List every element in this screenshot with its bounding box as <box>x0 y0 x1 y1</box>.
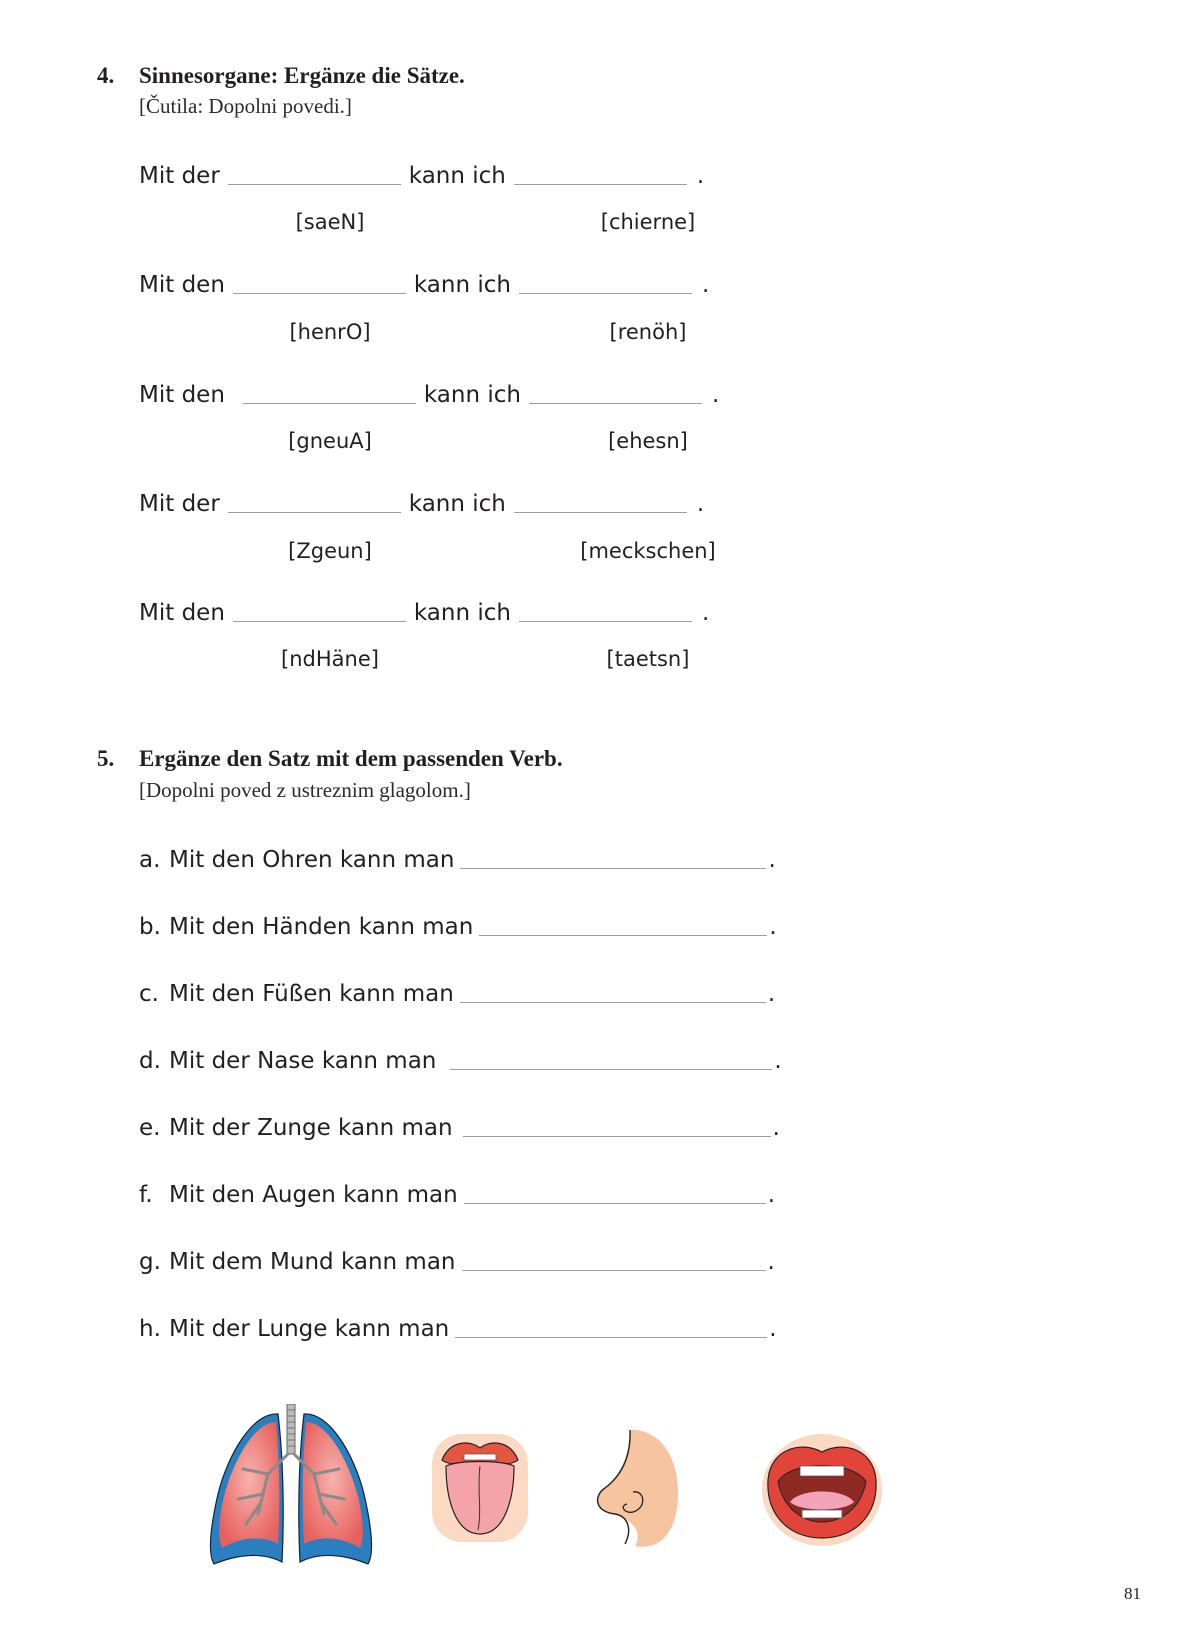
answer-blank[interactable] <box>460 867 766 869</box>
list-item <box>139 1249 775 1275</box>
answer-blank[interactable] <box>462 1269 766 1271</box>
hint-verb: [ehesn] <box>608 429 688 453</box>
lungs-icon <box>211 1404 372 1564</box>
sentence-middle: kann ich <box>408 163 506 189</box>
mouth-illustration <box>760 1430 885 1548</box>
sentence-middle: kann ich <box>423 382 521 408</box>
answer-blank[interactable] <box>450 1068 772 1070</box>
item-end: . <box>768 847 776 873</box>
exercise-4-title: Sinnesorgane: Ergänze die Sätze. <box>139 63 465 88</box>
hint-organ: [saeN] <box>295 210 365 234</box>
answer-blank-organ[interactable] <box>243 402 416 404</box>
list-item <box>139 914 777 940</box>
sentence-prefix: Mit den <box>139 600 225 626</box>
sentence-middle: kann ich <box>413 600 511 626</box>
sentence-prefix: Mit den <box>139 382 225 408</box>
nose-icon <box>598 1430 679 1547</box>
item-end: . <box>767 1182 776 1208</box>
nose-illustration <box>585 1428 685 1550</box>
list-item <box>139 1115 780 1141</box>
item-end: . <box>767 981 776 1007</box>
sentence-middle: kann ich <box>408 491 506 517</box>
sentence-row <box>139 382 719 408</box>
answer-blank[interactable] <box>464 1202 766 1204</box>
answer-blank-organ[interactable] <box>233 620 406 622</box>
item-letter: c. <box>139 981 159 1007</box>
item-end: . <box>769 1316 777 1342</box>
answer-blank[interactable] <box>455 1336 767 1338</box>
sentence-end: . <box>696 491 705 517</box>
answer-blank-verb[interactable] <box>519 292 692 294</box>
item-letter: d. <box>139 1048 161 1074</box>
sentence-prefix: Mit den <box>139 272 225 298</box>
sentence-end: . <box>696 163 705 189</box>
item-end: . <box>767 1249 775 1275</box>
answer-blank-organ[interactable] <box>228 511 401 513</box>
answer-blank-verb[interactable] <box>519 620 692 622</box>
answer-blank[interactable] <box>463 1135 771 1137</box>
hint-organ: [henrO] <box>289 320 371 344</box>
answer-blank-organ[interactable] <box>228 183 401 185</box>
sentence-row <box>139 600 709 626</box>
item-text: Mit den Füßen kann man <box>169 981 454 1007</box>
hint-organ: [Zgeun] <box>288 539 372 563</box>
item-text: Mit der Nase kann man <box>169 1048 437 1074</box>
mouth-icon <box>762 1434 882 1546</box>
item-text: Mit den Ohren kann man <box>169 847 455 873</box>
exercise-5-subtitle: [Dopolni poved z ustreznim glagolom.] <box>139 778 471 802</box>
item-text: Mit den Augen kann man <box>169 1182 458 1208</box>
list-item <box>139 981 775 1007</box>
sentence-prefix: Mit der <box>139 163 220 189</box>
hint-verb: [taetsn] <box>606 647 690 671</box>
answer-blank[interactable] <box>479 934 767 936</box>
item-end: . <box>774 1048 782 1074</box>
sentence-row <box>139 272 709 298</box>
item-letter: g. <box>139 1249 161 1275</box>
sentence-row <box>139 163 704 189</box>
page-number: 81 <box>1124 1584 1141 1603</box>
exercise-4-number: 4. <box>97 63 115 88</box>
item-letter: a. <box>139 847 161 873</box>
item-letter: e. <box>139 1115 161 1141</box>
sentence-middle: kann ich <box>413 272 511 298</box>
list-item <box>139 1048 782 1074</box>
list-item <box>139 847 776 873</box>
item-letter: b. <box>139 914 161 940</box>
tongue-icon <box>432 1434 528 1542</box>
item-letter: f. <box>139 1182 153 1208</box>
sentence-end: . <box>701 600 710 626</box>
list-item <box>139 1182 775 1208</box>
answer-blank-verb[interactable] <box>514 183 687 185</box>
item-text: Mit dem Mund kann man <box>169 1249 456 1275</box>
list-item <box>139 1316 777 1342</box>
answer-blank-verb[interactable] <box>529 402 702 404</box>
hint-organ: [gneuA] <box>288 429 372 453</box>
sentence-prefix: Mit der <box>139 491 220 517</box>
hint-organ: [ndHäne] <box>281 647 379 671</box>
item-text: Mit der Lunge kann man <box>169 1316 450 1342</box>
answer-blank[interactable] <box>460 1001 766 1003</box>
sentence-end: . <box>701 272 710 298</box>
exercise-4-subtitle: [Čutila: Dopolni povedi.] <box>139 94 352 118</box>
sentence-row <box>139 491 704 517</box>
hint-verb: [meckschen] <box>580 539 716 563</box>
exercise-5-title: Ergänze den Satz mit dem passenden Verb. <box>139 746 563 771</box>
item-text: Mit der Zunge kann man <box>169 1115 453 1141</box>
answer-blank-organ[interactable] <box>233 292 406 294</box>
item-text: Mit den Händen kann man <box>169 914 474 940</box>
item-end: . <box>769 914 777 940</box>
item-letter: h. <box>139 1316 161 1342</box>
item-end: . <box>772 1115 780 1141</box>
answer-blank-verb[interactable] <box>514 511 687 513</box>
hint-verb: [renöh] <box>609 320 687 344</box>
lungs-illustration <box>208 1404 374 1566</box>
hint-verb: [chierne] <box>600 210 696 234</box>
exercise-5-number: 5. <box>97 746 115 771</box>
tongue-illustration <box>430 1430 530 1545</box>
sentence-end: . <box>711 382 720 408</box>
